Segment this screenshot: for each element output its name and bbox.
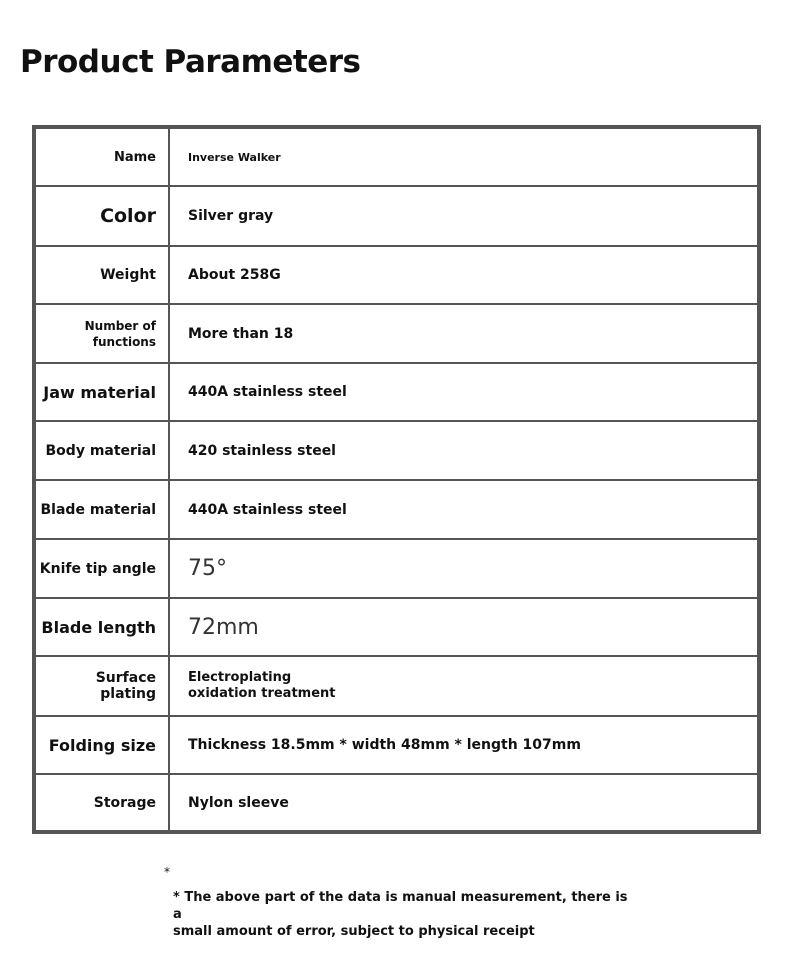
row-label: Blade length — [36, 599, 170, 655]
row-label: Body material — [36, 422, 170, 479]
table-row-body-material — [36, 422, 757, 481]
table-row-blade-material — [36, 481, 757, 540]
row-label: Color — [36, 187, 170, 245]
table-row-name — [36, 129, 757, 187]
table-row-weight — [36, 247, 757, 305]
footnote — [166, 855, 636, 957]
row-value: 420 stainless steel — [188, 442, 336, 459]
row-label: Storage — [36, 775, 170, 830]
product-parameters-table — [32, 125, 761, 834]
footnote-text: * The above part of the data is manual measurement, there is a small amount of error, subject to physical receipt — [173, 890, 628, 939]
row-value: Silver gray — [188, 208, 274, 224]
table-row-blade-length — [36, 599, 757, 657]
row-label: Name — [36, 129, 170, 185]
table-row-color — [36, 187, 757, 247]
table-row-storage — [36, 775, 757, 830]
row-value: 440A stainless steel — [188, 384, 347, 400]
row-label: Jaw material — [36, 364, 170, 420]
table-row-functions — [36, 305, 757, 364]
row-value: Electroplating oxidation treatment — [188, 670, 336, 701]
row-value: More than 18 — [188, 325, 294, 342]
row-label: Number of functions — [36, 305, 170, 362]
row-value: 72mm — [188, 614, 259, 640]
row-label: Blade material — [36, 481, 170, 538]
table-row-surface-plating — [36, 657, 757, 717]
table-row-tip-angle — [36, 540, 757, 599]
row-value: Nylon sleeve — [188, 794, 289, 811]
footnote-mark: * — [164, 865, 170, 879]
page-title: Product Parameters — [20, 44, 361, 80]
row-label: Surface plating — [36, 657, 170, 715]
row-value: About 258G — [188, 267, 281, 283]
row-label: Folding size — [36, 717, 170, 773]
row-value: Thickness 18.5mm * width 48mm * length 107mm — [188, 737, 581, 753]
row-label: Weight — [36, 247, 170, 303]
table-row-folding-size — [36, 717, 757, 775]
row-value: Inverse Walker — [188, 150, 281, 164]
row-value: 440A stainless steel — [188, 501, 347, 518]
row-label: Knife tip angle — [36, 540, 170, 597]
table-row-jaw-material — [36, 364, 757, 422]
row-value: 75° — [188, 556, 227, 581]
